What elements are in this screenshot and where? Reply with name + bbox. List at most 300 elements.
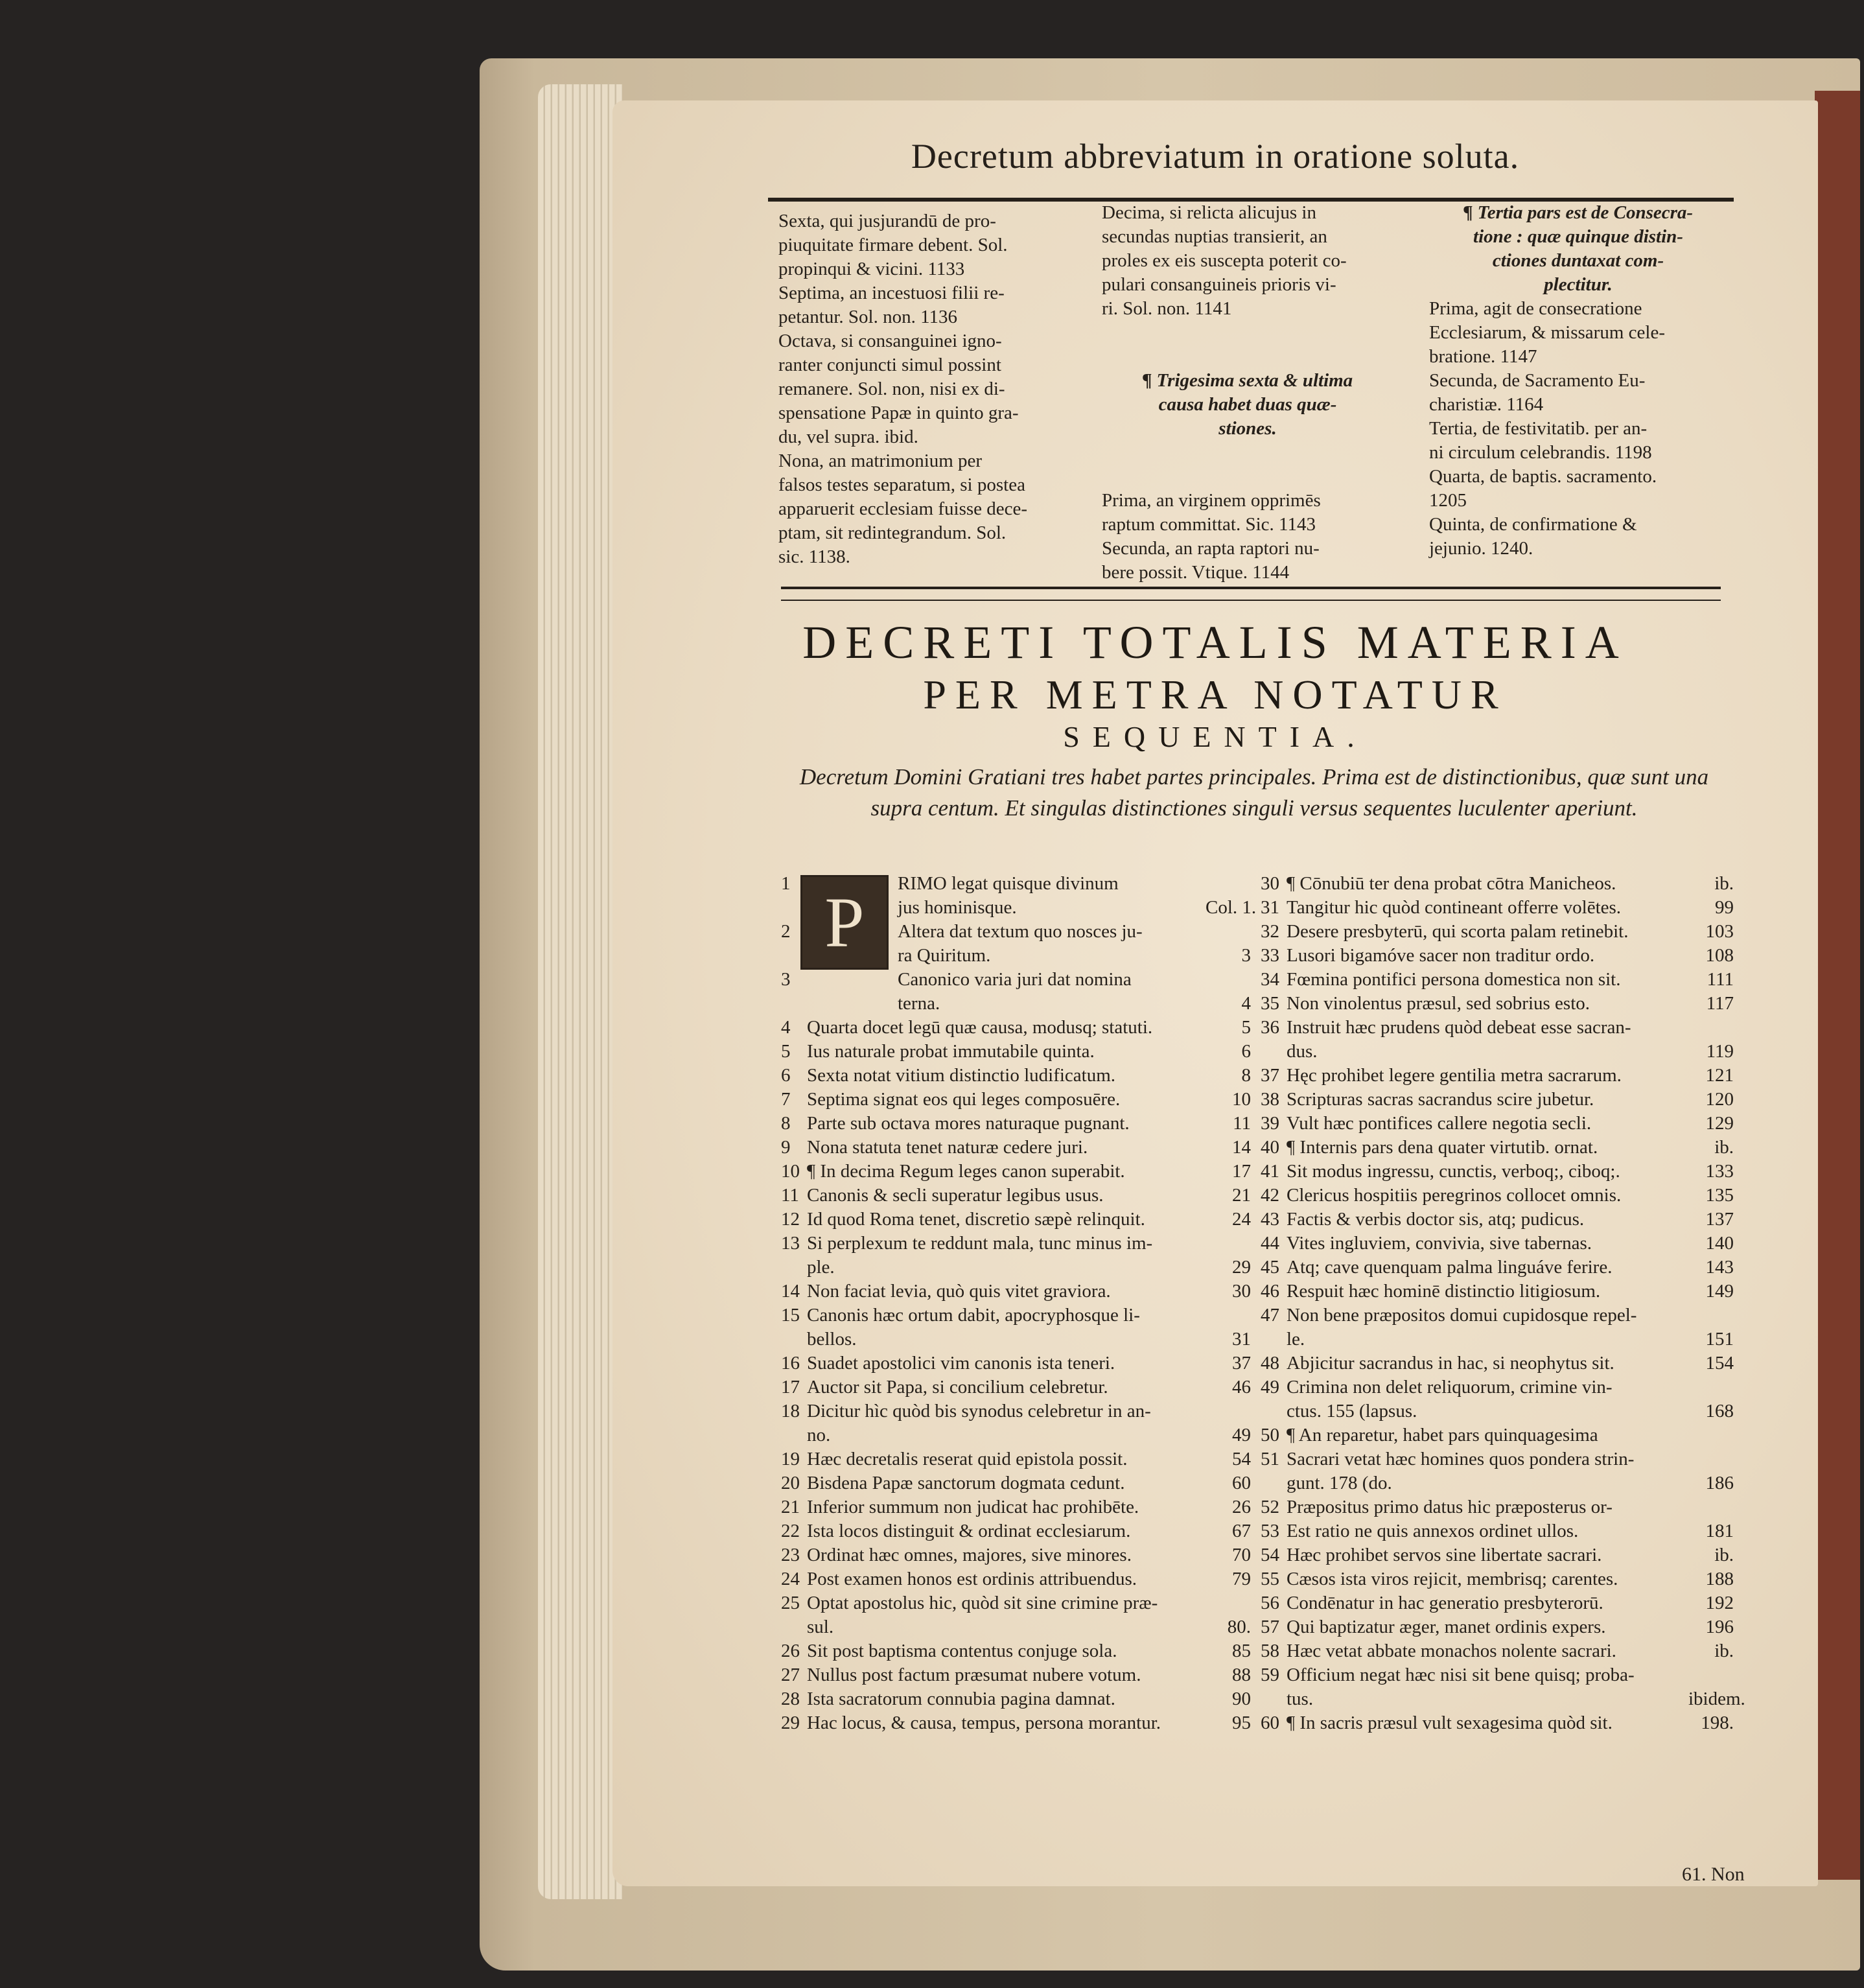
verse-text: ¶ Internis pars dena quater virtutib. ornat. [1287, 1137, 1598, 1158]
verse-number: 12 [781, 1209, 800, 1230]
verse-text: Non faciat levia, quò quis vitet graviora. [807, 1281, 1111, 1302]
verse-number: 15 [781, 1305, 800, 1326]
verse-number: 6 [781, 1065, 791, 1086]
verse-number: 20 [781, 1473, 800, 1493]
verse-page-ref: 168 [1705, 1401, 1734, 1421]
verse-text: Sacrari vetat hæc homines quos pondera strin- [1287, 1449, 1635, 1469]
verse-text: Suadet apostolici vim canonis ista teneri. [807, 1353, 1115, 1374]
verse-row [1261, 1447, 1734, 1471]
verse-page-ref: 85 [1232, 1641, 1251, 1661]
verse-number: 33 [1261, 945, 1279, 966]
verse-page-ref [1688, 1304, 1734, 1327]
verse-number: 58 [1261, 1641, 1279, 1661]
text-line: Secunda, an rapta raptori nu- [1102, 538, 1320, 559]
verse-row [781, 1663, 1251, 1687]
verse-row [781, 1088, 1251, 1112]
verse-page-ref: 181 [1705, 1521, 1734, 1541]
verse-text: dus. [1287, 1041, 1318, 1062]
verse-text: Auctor sit Papa, si concilium celebretur. [807, 1377, 1108, 1397]
verse-page-ref: 10 [1232, 1089, 1251, 1110]
verse-page-ref: 21 [1232, 1185, 1251, 1206]
verse-number: 37 [1261, 1065, 1279, 1086]
verse-number: 5 [781, 1041, 791, 1062]
verse-row [1261, 1567, 1734, 1591]
verse-text: Condēnatur in hac generatio presbyterorū. [1287, 1593, 1603, 1613]
verse-page-ref [1206, 1591, 1251, 1615]
verse-row [1261, 1304, 1734, 1327]
verse-text: Abjicitur sacrandus in hac, si neophytus sit. [1287, 1353, 1614, 1374]
verse-text: Factis & verbis doctor sis, atq; pudicus. [1287, 1209, 1585, 1230]
verse-number: 52 [1261, 1497, 1279, 1517]
verse-number [1261, 1471, 1287, 1495]
verse-page-ref: 90 [1232, 1689, 1251, 1709]
text-line: Decima, si relicta alicujus in [1102, 202, 1316, 223]
verse-text: Qui baptizatur æger, manet ordinis expers. [1287, 1617, 1606, 1637]
verse-text: Ista locos distinguit & ordinat ecclesiarum. [807, 1521, 1131, 1541]
verse-number: 14 [781, 1281, 800, 1302]
verse-text: Canonis hæc ortum dabit, apocryphosque li- [807, 1305, 1140, 1326]
verse-row [1261, 1399, 1734, 1423]
verse-number: 7 [781, 1089, 791, 1110]
verse-text: Hæc vetat abbate monachos nolente sacrari. [1287, 1641, 1616, 1661]
verse-number: 24 [781, 1569, 800, 1589]
catchword: 61. Non [1682, 1864, 1745, 1885]
verse-page-ref [1688, 1495, 1734, 1519]
verse-number: 30 [1261, 873, 1279, 894]
verse-number: 36 [1261, 1017, 1279, 1038]
text-line: Sexta, qui jusjurandū de pro- [778, 211, 996, 231]
verse-row [1261, 1232, 1734, 1256]
text-line: petantur. Sol. non. 1136 [778, 307, 958, 327]
verse-row [1261, 1088, 1734, 1112]
text-line: ¶ Trigesima sexta & ultima [1142, 370, 1353, 391]
verse-row [781, 992, 1251, 1016]
verse-text: no. [807, 1425, 831, 1445]
text-line: charistiæ. 1164 [1429, 394, 1544, 415]
text-line: propinqui & vicini. 1133 [778, 259, 965, 279]
verse-page-ref: ibidem. [1688, 1689, 1745, 1709]
verse-text: bellos. [807, 1329, 857, 1350]
verse-page-ref [1688, 1423, 1734, 1447]
verse-number: 42 [1261, 1185, 1279, 1206]
text-line: du, vel supra. ibid. [778, 427, 918, 447]
verse-page-ref: 111 [1707, 969, 1734, 990]
text-line: 1205 [1429, 490, 1467, 511]
verse-row [1261, 1711, 1734, 1735]
column-2 [1102, 201, 1393, 585]
verse-number: 39 [1261, 1113, 1279, 1134]
verse-page-ref: 120 [1705, 1089, 1734, 1110]
verse-page-ref [1688, 1447, 1734, 1471]
text-line: tione : quæ quinque distin- [1473, 226, 1683, 247]
verse-text: Non vinolentus præsul, sed sobrius esto. [1287, 993, 1590, 1014]
verse-number: 26 [781, 1641, 800, 1661]
verse-row [1261, 1375, 1734, 1399]
verse-page-ref: 8 [1241, 1065, 1251, 1086]
verse-text: Scripturas sacras sacrandus scire jubetur. [1287, 1089, 1594, 1110]
text-line: Secunda, de Sacramento Eu- [1429, 370, 1646, 391]
verse-page-ref: 3 [1241, 945, 1251, 966]
verse-page-ref: 151 [1705, 1329, 1734, 1350]
verse-number: 44 [1261, 1233, 1279, 1254]
verse-number: 56 [1261, 1593, 1279, 1613]
text-line: piuquitate firmare debent. Sol. [778, 235, 1008, 255]
verse-text: Desere presbyterū, qui scorta palam retinebit. [1287, 921, 1629, 942]
verse-page-ref: 60 [1232, 1473, 1251, 1493]
verse-number [1261, 1399, 1287, 1423]
verse-row [1261, 1639, 1734, 1663]
verse-page-ref: 196 [1705, 1617, 1734, 1637]
verse-text: Clericus hospitiis peregrinos collocet omnis. [1287, 1185, 1622, 1206]
verse-text: Canonis & secli superatur legibus usus. [807, 1185, 1104, 1206]
verse-number: 16 [781, 1353, 800, 1374]
verse-text: Nullus post factum præsumat nubere votum. [807, 1665, 1141, 1685]
text-line: ¶ Tertia pars est de Consecra- [1463, 202, 1694, 223]
verse-page-ref: 4 [1241, 993, 1251, 1014]
verse-row [1261, 1136, 1734, 1160]
verse-text: Optat apostolus hic, quòd sit sine crimine præ- [807, 1593, 1158, 1613]
verse-number [1261, 1327, 1287, 1351]
verse-text: ple. [807, 1257, 835, 1278]
verse-text: Parte sub octava mores naturaque pugnant. [807, 1113, 1130, 1134]
next-page-edge [1815, 91, 1860, 1880]
verse-text: Præpositus primo datus hic præposterus or- [1287, 1497, 1613, 1517]
verse-page-ref: 133 [1705, 1161, 1734, 1182]
book-page [612, 100, 1818, 1886]
verse-page-ref: 70 [1232, 1545, 1251, 1565]
verse-text: ¶ An reparetur, habet pars quinquagesima [1287, 1425, 1598, 1445]
column-1 [778, 209, 1070, 569]
text-line: ni circulum celebrandis. 1198 [1429, 442, 1652, 463]
verse-row [781, 1543, 1251, 1567]
text-line: bere possit. Vtique. 1144 [1102, 562, 1290, 583]
running-head: Decretum abbreviatum in oratione soluta. [911, 137, 1520, 176]
verse-text: Crimina non delet reliquorum, crimine vin- [1287, 1377, 1613, 1397]
verse-row [1261, 896, 1734, 920]
verse-number: 18 [781, 1401, 800, 1421]
verse-text: gunt. 178 (do. [1287, 1473, 1392, 1493]
verse-text: Canonico varia juri dat nomina [898, 969, 1132, 990]
verse-page-ref: 14 [1232, 1137, 1251, 1158]
section-rule [781, 587, 1721, 601]
text-line: proles ex eis suscepta poterit co- [1102, 250, 1347, 271]
verse-text: ctus. 155 (lapsus. [1287, 1401, 1417, 1421]
verse-page-ref: 79 [1232, 1569, 1251, 1589]
text-line: Quinta, de confirmatione & [1429, 514, 1637, 535]
text-line: spensatione Papæ in quinto gra- [778, 403, 1019, 423]
verse-row [1261, 1040, 1734, 1064]
text-line: raptum committat. Sic. 1143 [1102, 514, 1316, 535]
verse-number [1261, 1687, 1287, 1711]
verse-row [1261, 1687, 1745, 1711]
verse-number [1261, 1040, 1287, 1064]
verse-row [781, 1375, 1251, 1399]
verse-number: 19 [781, 1449, 800, 1469]
verse-page-ref: 11 [1233, 1113, 1251, 1134]
verse-number: 1 [781, 873, 791, 894]
verse-page-ref: 188 [1705, 1569, 1734, 1589]
verse-text: ra Quiritum. [898, 945, 991, 966]
verse-page-ref: 54 [1232, 1449, 1251, 1469]
verse-number: 28 [781, 1689, 800, 1709]
verse-number: 17 [781, 1377, 800, 1397]
verse-page-ref: 6 [1241, 1041, 1251, 1062]
verse-page-ref: 103 [1705, 921, 1734, 942]
verse-row [1261, 1184, 1734, 1208]
verse-row [1261, 1615, 1734, 1639]
verse-row [1261, 1591, 1734, 1615]
verse-number: 47 [1261, 1305, 1279, 1326]
column-3 [1429, 201, 1727, 561]
verse-list-left [781, 872, 1257, 1735]
verse-text: ¶ In decima Regum leges canon superabit. [807, 1161, 1125, 1182]
verse-number: 27 [781, 1665, 800, 1685]
text-line: sic. 1138. [778, 546, 850, 567]
verse-number: 60 [1261, 1713, 1279, 1733]
verse-text: Altera dat textum quo nosces ju- [898, 921, 1143, 942]
text-line: falsos testes separatum, si postea [778, 474, 1025, 495]
verse-text: Vult hæc pontifices callere negotia secli. [1287, 1113, 1592, 1134]
verse-row [781, 1567, 1251, 1591]
verse-page-ref: Col. 1. [1206, 897, 1257, 918]
verse-row [1261, 992, 1734, 1016]
verse-page-ref: 46 [1232, 1377, 1251, 1397]
verse-number: 34 [1261, 969, 1279, 990]
text-line: Prima, an virginem opprimēs [1102, 490, 1321, 511]
verse-text: Respuit hæc hominē distinctio litigiosum. [1287, 1281, 1601, 1302]
verse-page-ref: 137 [1705, 1209, 1734, 1230]
verse-row [781, 1160, 1251, 1184]
verse-text: Ius naturale probat immutabile quinta. [807, 1041, 1095, 1062]
verse-number [781, 1256, 807, 1280]
verse-number: 46 [1261, 1281, 1279, 1302]
text-line: Octava, si consanguinei igno- [778, 331, 1002, 351]
verse-row [781, 1687, 1251, 1711]
verse-page-ref: 49 [1232, 1425, 1251, 1445]
verse-text: RIMO legat quisque divinum [898, 873, 1119, 894]
verse-number: 49 [1261, 1377, 1279, 1397]
verse-text: Sexta notat vitium distinctio ludificatum. [807, 1065, 1116, 1086]
verse-number: 55 [1261, 1569, 1279, 1589]
verse-page-ref: ib. [1714, 1137, 1734, 1158]
verse-row [781, 1256, 1251, 1280]
verse-text: Sit post baptisma contentus conjuge sola. [807, 1641, 1117, 1661]
verse-text: Id quod Roma tenet, discretio sæpè relinquit. [807, 1209, 1145, 1230]
verse-number: 59 [1261, 1665, 1279, 1685]
verse-row [1261, 944, 1734, 968]
verse-number: 31 [1261, 897, 1279, 918]
text-line: ptam, sit redintegrandum. Sol. [778, 522, 1007, 543]
verse-page-ref [1206, 1399, 1251, 1423]
verse-row [781, 1304, 1251, 1327]
intro-paragraph: Decretum Domini Gratiani tres habet partes principales. Prima est de distinctionibus, quæ sunt una supra centum. Et singulas distinctiones singuli versus sequentes luculenter aperiunt. [799, 764, 1709, 821]
verse-page-ref: 129 [1705, 1113, 1734, 1134]
verse-row [1261, 1351, 1734, 1375]
text-line: Ecclesiarum, & missarum cele- [1429, 322, 1665, 343]
verse-number: 51 [1261, 1449, 1279, 1469]
verse-row [781, 968, 1251, 992]
section-title-line-3: SEQUENTIA. [1063, 720, 1368, 753]
verse-page-ref: ib. [1714, 1641, 1734, 1661]
verse-text: Fœmina pontifici persona domestica non sit. [1287, 969, 1621, 990]
verse-page-ref: 29 [1232, 1257, 1251, 1278]
verse-page-ref [1206, 1304, 1251, 1327]
text-line: stiones. [1218, 418, 1277, 439]
verse-number: 43 [1261, 1209, 1279, 1230]
verse-number: 53 [1261, 1521, 1279, 1541]
verse-row [1261, 1280, 1734, 1304]
verse-row [1261, 1064, 1734, 1088]
verse-page-ref: 24 [1232, 1209, 1251, 1230]
verse-page-ref [1206, 872, 1251, 896]
verse-page-ref: 99 [1715, 897, 1734, 918]
verse-text: Non bene præpositos domui cupidosque repel- [1287, 1305, 1637, 1326]
verse-page-ref: 17 [1232, 1161, 1251, 1182]
verse-number: 41 [1261, 1161, 1279, 1182]
verse-row [781, 1064, 1251, 1088]
text-line: Prima, agit de consecratione [1429, 298, 1642, 319]
verse-row [781, 1639, 1251, 1663]
verse-page-ref [1206, 1232, 1251, 1256]
verse-row [1261, 920, 1734, 944]
verse-page-ref [1688, 1375, 1734, 1399]
text-line: secundas nuptias transierit, an [1102, 226, 1327, 247]
verse-row [781, 1615, 1251, 1639]
verse-number: 57 [1261, 1617, 1279, 1637]
verse-number [781, 1327, 807, 1351]
verse-page-ref: 119 [1706, 1041, 1734, 1062]
text-line: ranter conjuncti simul possint [778, 355, 1001, 375]
verse-text: Lusori bigamóve sacer non traditur ordo. [1287, 945, 1595, 966]
verse-page-ref: 140 [1705, 1233, 1734, 1254]
verse-page-ref: 37 [1232, 1353, 1251, 1374]
text-line: Tertia, de festivitatib. per an- [1429, 418, 1648, 439]
verse-number: 40 [1261, 1137, 1279, 1158]
text-line: ri. Sol. non. 1141 [1102, 298, 1232, 319]
text-line: plectitur. [1544, 274, 1613, 295]
verse-text: Est ratio ne quis annexos ordinet ullos. [1287, 1521, 1579, 1541]
text-line: bratione. 1147 [1429, 346, 1537, 367]
verse-number: 25 [781, 1593, 800, 1613]
verse-row [781, 1447, 1251, 1471]
verse-number: 13 [781, 1233, 800, 1254]
verse-number: 23 [781, 1545, 800, 1565]
verse-number: 45 [1261, 1257, 1279, 1278]
verse-row [781, 1495, 1251, 1519]
verse-page-ref: 31 [1232, 1329, 1251, 1350]
verse-number: 11 [781, 1185, 799, 1206]
verse-page-ref: 88 [1232, 1665, 1251, 1685]
verse-text: Inferior summum non judicat hac prohibēte. [807, 1497, 1139, 1517]
verse-page-ref: 192 [1705, 1593, 1734, 1613]
verse-row [781, 1040, 1251, 1064]
verse-row [781, 1208, 1251, 1232]
verse-row [1261, 1495, 1734, 1519]
verse-row [781, 1519, 1251, 1543]
verse-row [781, 1399, 1251, 1423]
verse-text: terna. [898, 993, 940, 1014]
verse-row [781, 1711, 1251, 1735]
verse-page-ref [1688, 1663, 1734, 1687]
verse-text: Si perplexum te reddunt mala, tunc minus im- [807, 1233, 1153, 1254]
verse-text: Atq; cave quenquam palma linguáve ferire. [1287, 1257, 1613, 1278]
text-line: Nona, an matrimonium per [778, 450, 983, 471]
verse-row [781, 1184, 1251, 1208]
text-line: ctiones duntaxat com- [1492, 250, 1664, 271]
verse-text: Septima signat eos qui leges composuēre. [807, 1089, 1121, 1110]
verse-page-ref: 26 [1232, 1497, 1251, 1517]
decorated-initial: P [800, 875, 889, 970]
section-title-line-1: DECRETI TOTALIS MATERIA [802, 616, 1628, 668]
verse-page-ref: 154 [1705, 1353, 1734, 1374]
verse-row [1261, 1327, 1734, 1351]
verse-text: Hæc prohibet servos sine libertate sacrari. [1287, 1545, 1602, 1565]
verse-page-ref: 5 [1241, 1017, 1251, 1038]
verse-text: ¶ Cōnubiū ter dena probat cōtra Manicheos. [1287, 873, 1616, 894]
verse-row [781, 1351, 1251, 1375]
verse-page-ref: 121 [1705, 1065, 1734, 1086]
verse-number: 35 [1261, 993, 1279, 1014]
text-line: Septima, an incestuosi filii re- [778, 283, 1005, 303]
verse-text: Quarta docet legū quæ causa, modusq; statuti. [807, 1017, 1153, 1038]
verse-text: Bisdena Papæ sanctorum dogmata cedunt. [807, 1473, 1125, 1493]
verse-row [781, 1112, 1251, 1136]
verse-text: Dicitur hìc quòd bis synodus celebretur in an- [807, 1401, 1151, 1421]
text-line: Quarta, de baptis. sacramento. [1429, 466, 1657, 487]
verse-text: Vites ingluviem, convivia, sive tabernas. [1287, 1233, 1592, 1254]
verse-text: ¶ In sacris præsul vult sexagesima quòd sit. [1287, 1713, 1613, 1733]
verse-number: 3 [781, 969, 791, 990]
verse-page-ref: ib. [1714, 1545, 1734, 1565]
verse-text: Nona statuta tenet naturæ cedere juri. [807, 1137, 1088, 1158]
verse-page-ref: 143 [1705, 1257, 1734, 1278]
verse-row [781, 1136, 1251, 1160]
verse-row [1261, 1208, 1734, 1232]
verse-row [1261, 968, 1734, 992]
verse-text: tus. [1287, 1689, 1314, 1709]
verse-page-ref [1688, 1016, 1734, 1040]
verse-number: 32 [1261, 921, 1279, 942]
verse-number: 38 [1261, 1089, 1279, 1110]
text-line: pulari consanguineis prioris vi- [1102, 274, 1336, 295]
verse-page-ref: 108 [1705, 945, 1734, 966]
verse-text: Tangitur hic quòd contineant offerre volētes. [1287, 897, 1622, 918]
verse-number: 4 [781, 1017, 791, 1038]
section-title-line-2: PER METRA NOTATUR [923, 672, 1508, 718]
verse-number: 48 [1261, 1353, 1279, 1374]
verse-row [781, 1327, 1251, 1351]
verse-text: Instruit hæc prudens quòd debeat esse sacran- [1287, 1017, 1631, 1038]
verse-text: Ista sacratorum connubia pagina damnat. [807, 1689, 1115, 1709]
verse-text: Sit modus ingressu, cunctis, verboq;, ciboq;. [1287, 1161, 1620, 1182]
verse-text: Hac locus, & causa, tempus, persona morantur. [807, 1713, 1161, 1733]
verse-row [781, 1471, 1251, 1495]
verse-page-ref: 149 [1705, 1281, 1734, 1302]
verse-number: 54 [1261, 1545, 1279, 1565]
verse-row [1261, 1663, 1734, 1687]
verse-list-right [1261, 872, 1745, 1735]
page-edges [538, 84, 622, 1899]
verse-number: 8 [781, 1113, 791, 1134]
verse-number [781, 992, 807, 1016]
verse-page-ref: 30 [1232, 1281, 1251, 1302]
verse-number [781, 1423, 807, 1447]
verse-page-ref [1206, 968, 1251, 992]
verse-text: Ordinat hæc omnes, majores, sive minores. [807, 1545, 1132, 1565]
text-line: jejunio. 1240. [1429, 538, 1533, 559]
verse-text: sul. [807, 1617, 834, 1637]
verse-text: Hæc decretalis reserat quid epistola possit. [807, 1449, 1128, 1469]
